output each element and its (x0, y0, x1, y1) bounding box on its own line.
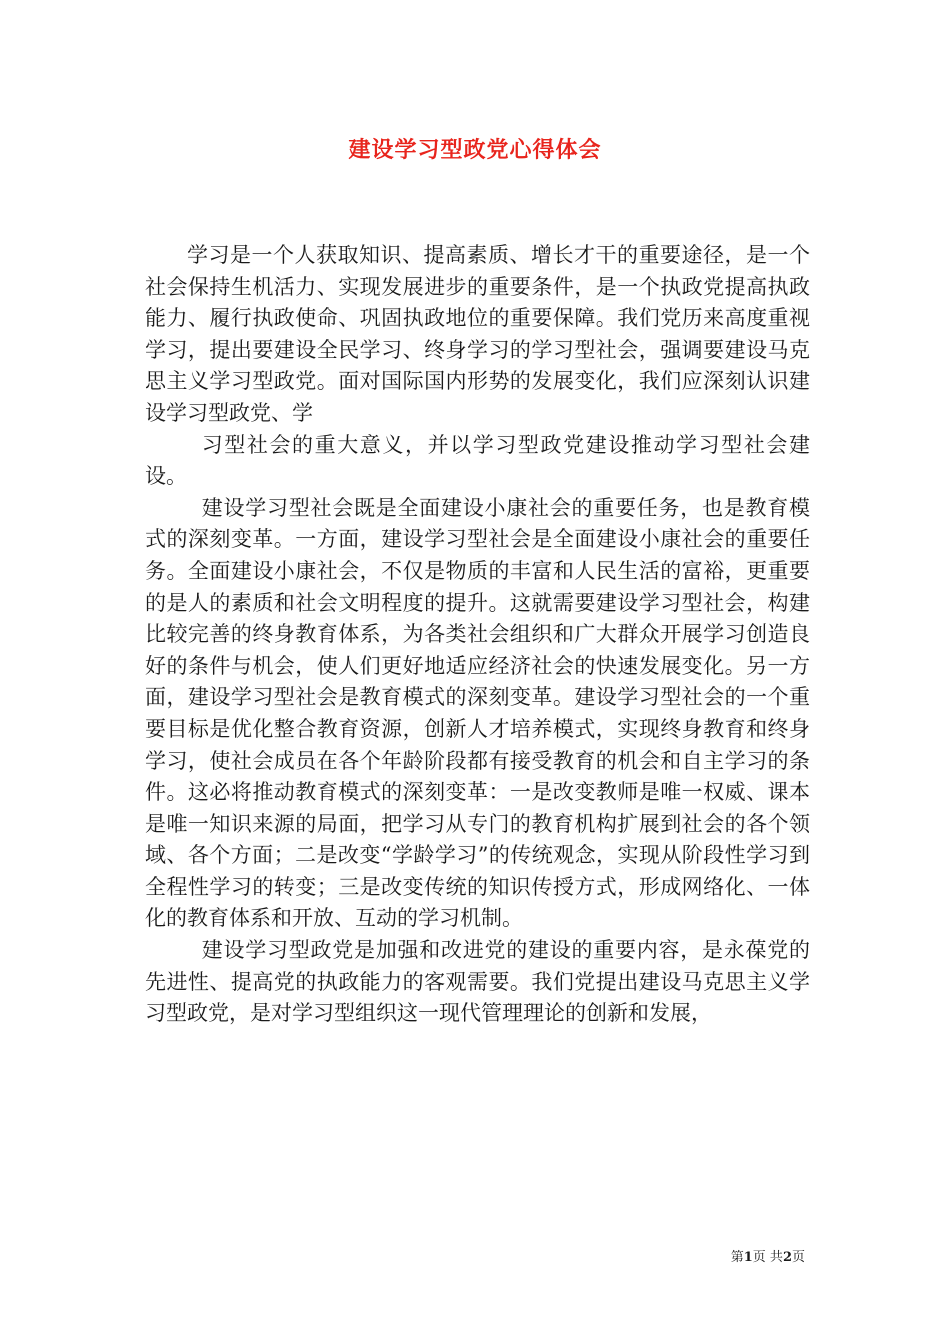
paragraph-3: 建设学习型政党是加强和改进党的建设的重要内容，是永葆党的先进性、提高党的执政能力的客观需要。我们党提出建设马克思主义学习型政党，是对学习型组织这一现代管理理论的创新和发展， (145, 938, 810, 1026)
page-number-total: 2 (782, 1250, 792, 1265)
page-number-prefix: 第 (730, 1250, 744, 1265)
page-number (731, 1246, 805, 1265)
paragraph-2: 建设学习型社会既是全面建设小康社会的重要任务，也是教育模式的深刻变革。一方面，建设学习型社会是全面建设小康社会的重要任务。全面建设小康社会，不仅是物质的丰富和人民生活的富裕，更重要的是人的素质和社会文明程度的提升。这就需要建设学习型社会，构建比较完善的终身教育体系，为各类社会组织和广大群众开展学习创造良好的条件与机会，使人们更好地适应经济社会的快速发展变化。另一方面，建设学习型社会是教育模式的深刻变革。建设学习型社会的一个重要目标是优化整合教育资源，创新人才培养模式，实现终身教育和终身学习，使社会成员在各个年龄阶段都有接受教育的机会和自主学习的条件。这必将推动教育模式的深刻变革：一是改变教师是唯一权威、课本是唯一知识来源的局面，把学习从专门的教育机构扩展到社会的各个领域、各个方面；二是改变“学龄学习”的传统观念，实现从阶段性学习到全程性学习的转变；三是改变传统的知识传授方式，形成网络化、一体化的教育体系和开放、互动的学习机制。 (145, 495, 810, 931)
page-number-middle: 页 共 (752, 1250, 783, 1265)
page-number-current: 1 (743, 1250, 753, 1265)
paragraph-1: 学习是一个人获取知识、提高素质、增长才干的重要途径，是一个社会保持生机活力、实现发展进步的重要条件，是一个执政党提高执政能力、履行执政使命、巩固执政地位的重要保障。我们党历来高度重视学习，提出要建设全民学习、终身学习的学习型社会，强调要建设马克思主义学习型政党。面对国际国内形势的发展变化，我们应深刻认识建设学习型政党、学 (145, 243, 810, 425)
document-title: 建设学习型政党心得体会 (348, 137, 602, 163)
document-body (145, 240, 810, 1030)
page-number-suffix: 页 (791, 1250, 805, 1265)
paragraph-1-continued: 习型社会的重大意义，并以学习型政党建设推动学习型社会建设。 (145, 432, 810, 489)
